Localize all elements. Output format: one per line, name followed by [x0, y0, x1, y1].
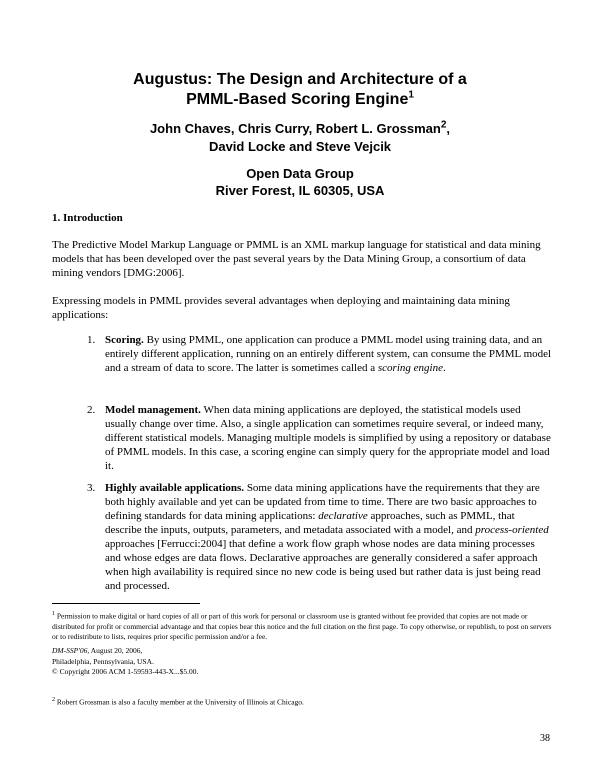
conference-date: , August 20, 2006,	[87, 646, 143, 655]
authors-line-2: David Locke and Steve Vejcik	[208, 139, 392, 154]
list-item-lead: Model management.	[105, 404, 201, 416]
paper-title	[0, 70, 600, 110]
list-item-text	[105, 481, 552, 593]
authors-line-1-names: John Chaves, Chris Curry, Robert L. Grossman	[149, 121, 441, 136]
list-item-text	[105, 403, 552, 473]
conference-venue	[52, 646, 198, 657]
list-item-body-1: Some data mining applications have the requirements that they are both highly available and yet can be updated from time to time. There are two basic approaches to defining standards for data mining applications:	[105, 482, 540, 522]
footnote-1-text: Permission to make digital or hard copies of all or part of this work for personal or classroom use is granted without fee provided that copies are not made or distributed for profit or commercial advantage and that copies bear this notice and the full citation on the first page. To copy otherwise, or republish, to post on servers or to redistribute to lists, requires prior specific permission and/or a fee.	[52, 611, 552, 641]
intro-paragraph-2: Expressing models in PMML provides several advantages when deploying and maintaining data mining applications:	[52, 295, 510, 321]
list-item-number: 2.	[87, 404, 96, 416]
list-item-body-3: approaches [Ferrucci:2004] that define a work flow graph whose nodes are data mining processes and whose edges are data flows. Declarative approaches are generally considered a safer approach when high availability is required since no new code is being used but rather data is just being read and processed.	[105, 538, 541, 592]
list-item-emphasis-2: process-oriented	[475, 524, 549, 536]
footnote-2-text: Robert Grossman is also a faculty member at the University of Illinois at Chicago.	[55, 697, 304, 707]
list-item-lead: Highly available applications.	[105, 482, 245, 494]
list-item-lead: Scoring.	[105, 334, 144, 346]
authors-line-1	[0, 120, 600, 138]
list-item-body-2: approaches, such as PMML, that describe the inputs, outputs, parameters, and metadata associated with a model, and	[105, 510, 515, 536]
affiliation	[0, 165, 600, 199]
footnote-divider	[52, 603, 200, 604]
list-item-emphasis: scoring engine	[377, 362, 443, 374]
footnote-affiliation	[52, 695, 552, 708]
list-item-number: 3.	[87, 482, 96, 494]
title-footnote-marker: 1	[408, 89, 414, 101]
title-line-1: Augustus: The Design and Architecture of a	[133, 71, 467, 88]
intro-paragraph-1: The Predictive Model Markup Language or PMML is an XML markup language for statistical and data mining models that has been developed over the past several years by the Data Mining Group, a consortium of data mining vendors [DMG:2006].	[52, 239, 541, 279]
list-item-text	[105, 333, 552, 375]
authors-line-1-comma: ,	[446, 121, 451, 136]
footnote-permission	[52, 609, 552, 642]
author-list	[0, 120, 600, 156]
conference-location: Philadelphia, Pennsylvania, USA.	[52, 656, 154, 666]
footnote-1-marker: 1	[52, 611, 55, 617]
copyright-line: © Copyright 2006 ACM 1-59593-443-X...$5.00.	[52, 667, 199, 676]
title-line-2-text: PMML-Based Scoring Engine	[186, 91, 409, 108]
section-heading: 1. Introduction	[52, 212, 123, 224]
list-item-number: 1.	[87, 334, 96, 346]
list-item-body: By using PMML, one application can produce a PMML model using training data, and an entirely different application, running on an entirely different system, can consume the PMML model and a stream of data to score. The latter is sometimes called a	[105, 334, 552, 374]
author-footnote-marker: 2	[440, 119, 447, 131]
affiliation-address: River Forest, IL 60305, USA	[215, 183, 385, 198]
conference-name: DM-SSP'06	[52, 646, 88, 655]
affiliation-org: Open Data Group	[246, 166, 354, 181]
conference-info	[52, 646, 198, 678]
list-item-tail: .	[442, 362, 446, 374]
footnote-2-marker: 2	[52, 697, 55, 703]
list-item-body: When data mining applications are deployed, the statistical models used usually change over time. Also, a single application can sometimes require several, or indeed many, different statistical models. Managing multiple models is simplified by using a repository or database of PMML models. In this case, a scoring engine can simply query for the appropriate model and load it.	[105, 404, 551, 472]
list-item-emphasis-1: declarative	[318, 510, 368, 522]
title-line-2	[0, 90, 600, 110]
page-number: 38	[540, 733, 550, 744]
